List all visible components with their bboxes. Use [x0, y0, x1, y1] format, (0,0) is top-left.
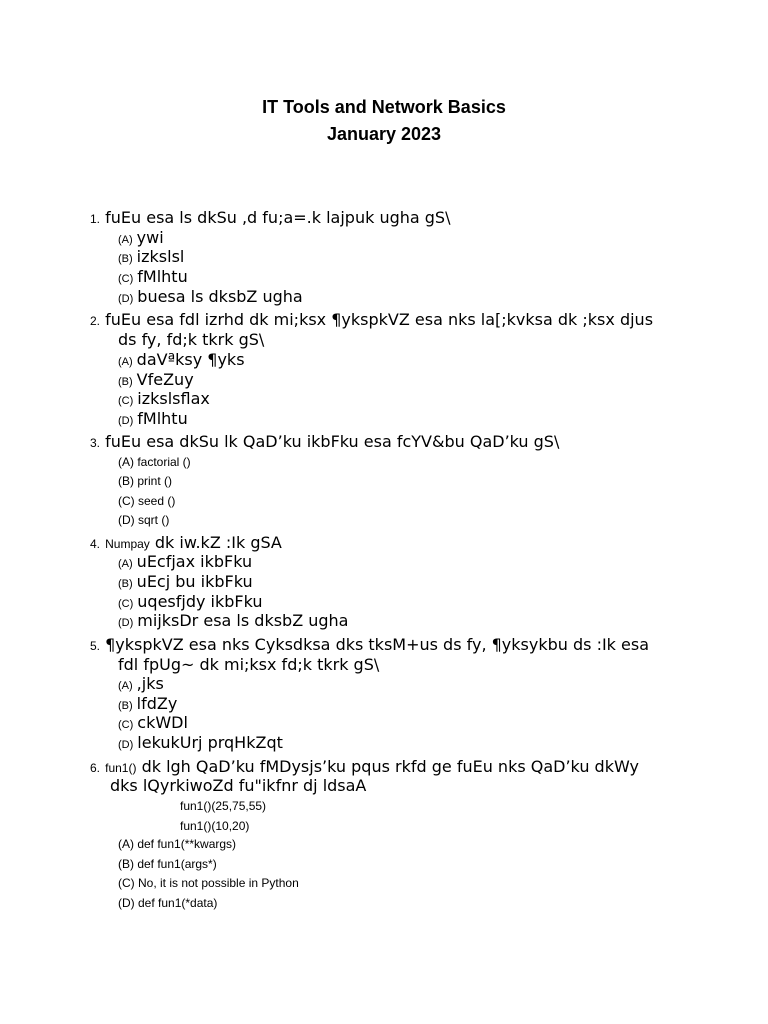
option-c: (C) uqesfjdy ikbFku	[118, 592, 263, 611]
question-number: 4.	[90, 537, 101, 551]
question-number: 3.	[90, 436, 101, 450]
option-d: (D) sqrt ()	[118, 513, 170, 527]
option-c: (C) ckWDl	[118, 713, 188, 732]
question-text: fuEu esa fdl izrhd dk mi;ksx ¶ykspkVZ esa nks la[;kvksa dk ;ksx djus	[105, 310, 654, 329]
option-b: (B) print ()	[118, 474, 172, 488]
question-number: 5.	[90, 639, 101, 653]
option-d: (D) mijksDr esa ls dksbZ ugha	[118, 611, 349, 630]
question-6-stem-cont: dks lQyrkiwoZd fu"ikfnr dj ldsaA	[110, 776, 367, 795]
question-lead: fun1()	[105, 761, 137, 775]
option-d: (D) fMlhtu	[118, 409, 188, 428]
option-b: (B) VfeZuy	[118, 370, 194, 389]
question-2-stem-cont: ds fy, fd;k tkrk gS\	[118, 330, 265, 349]
option-d: (D) lekukUrj prqHkZqt	[118, 733, 283, 752]
option-d: (D) def fun1(*data)	[118, 896, 218, 910]
question-text: dk lgh QaD’ku fMDysjs’ku pqus rkfd ge fuEu nks QaD’ku dkWy	[141, 757, 639, 776]
question-1-stem	[90, 208, 678, 229]
question-number: 2.	[90, 314, 101, 328]
option-b: (B) def fun1(args*)	[118, 857, 217, 871]
question-5-stem-cont: fdl fpUg~ dk mi;ksx fd;k tkrk gS\	[118, 655, 380, 674]
option-c: (C) No, it is not possible in Python	[118, 876, 299, 890]
question-number: 1.	[90, 212, 101, 226]
option-b: (B) lfdZy	[118, 694, 178, 713]
question-6-stem	[90, 757, 678, 778]
option-b: (B) uEcj bu ikbFku	[118, 572, 253, 591]
option-a: (A) factorial ()	[118, 455, 191, 469]
question-lead: Numpay	[105, 537, 150, 551]
option-a: (A) ,jks	[118, 674, 164, 693]
option-a: (A) daVªksy ¶yks	[118, 350, 245, 369]
question-text: fuEu esa dkSu lk QaD’ku ikbFku esa fcYV&bu QaD’ku gS\	[105, 432, 560, 451]
question-4-stem	[90, 533, 678, 554]
option-a: (A) uEcfjax ikbFku	[118, 552, 253, 571]
question-text: dk iw.kZ :Ik gSA	[154, 533, 282, 552]
question-3-stem	[90, 432, 678, 453]
code-line: fun1()(25,75,55)	[180, 799, 267, 813]
option-c: (C) izkslsflax	[118, 389, 210, 408]
question-5-stem	[90, 635, 678, 656]
question-2-stem	[90, 310, 678, 331]
code-line: fun1()(10,20)	[180, 819, 250, 833]
option-a: (A) def fun1(**kwargs)	[118, 837, 237, 851]
option-c: (C) seed ()	[118, 494, 176, 508]
document-title: IT Tools and Network Basics	[262, 97, 506, 117]
option-d: (D) buesa ls dksbZ ugha	[118, 287, 303, 306]
option-c: (C) fMlhtu	[118, 267, 188, 286]
question-text: ¶ykspkVZ esa nks Cyksdksa dks tksM+us ds fy, ¶yksykbu ds :Ik esa	[105, 635, 650, 654]
option-a: (A) ywi	[118, 228, 164, 247]
document-date: January 2023	[326, 124, 442, 144]
option-b: (B) izkslsl	[118, 247, 185, 266]
question-number: 6.	[90, 761, 101, 775]
question-text: fuEu esa ls dkSu ,d fu;a=.k lajpuk ugha gS\	[105, 208, 451, 227]
